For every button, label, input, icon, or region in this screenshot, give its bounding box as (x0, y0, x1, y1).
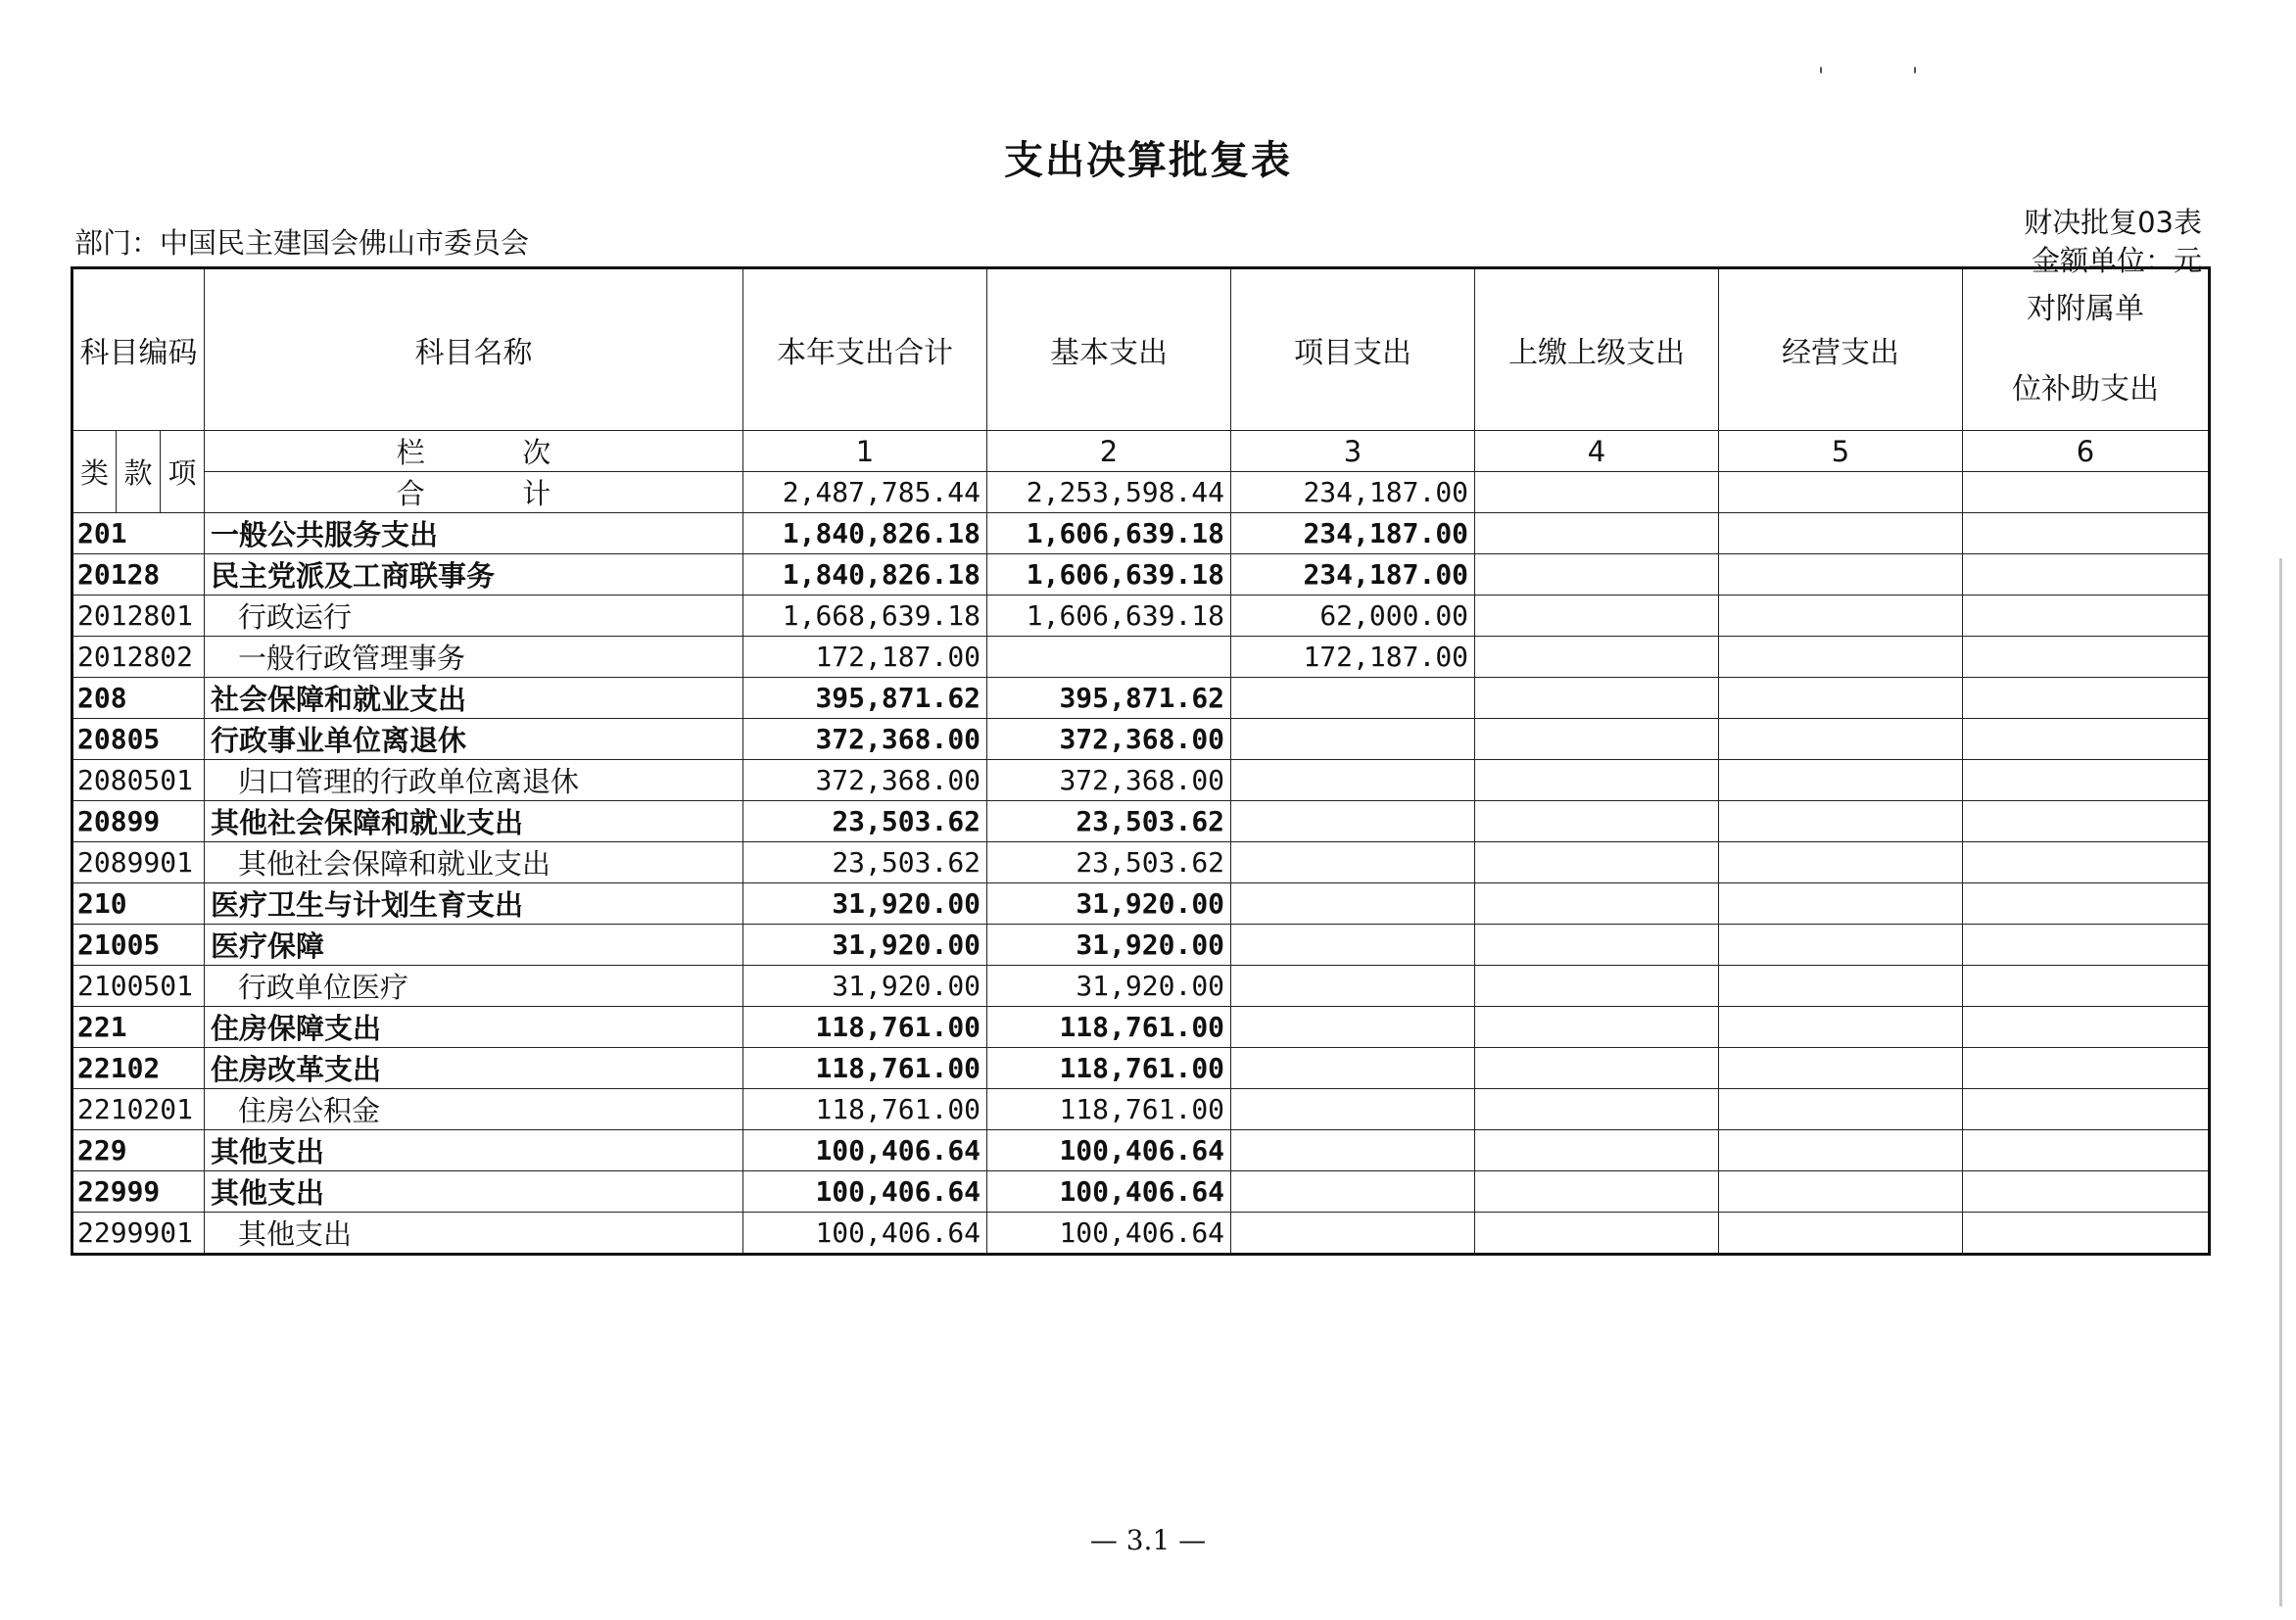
row-name: 其他支出 (205, 1171, 743, 1213)
empty-cell (1963, 966, 2210, 1007)
empty-cell (1719, 1213, 1963, 1255)
table-row (72, 1213, 2210, 1255)
empty-cell (1963, 1089, 2210, 1130)
empty-cell (1963, 1007, 2210, 1048)
empty-cell (1475, 719, 1719, 760)
empty-cell (1475, 842, 1719, 883)
row-basic: 1,606,639.18 (987, 596, 1231, 637)
empty-cell (1719, 760, 1963, 801)
table-row (72, 678, 2210, 719)
empty-cell (1719, 1171, 1963, 1213)
row-project (1231, 1007, 1475, 1048)
sub-header-lei: 类 (72, 431, 117, 513)
row-name: 行政事业单位离退休 (205, 719, 743, 760)
index-cell: 5 (1719, 431, 1963, 472)
empty-cell (1719, 472, 1963, 513)
scan-edge-line (2279, 558, 2282, 1606)
row-basic: 23,503.62 (987, 842, 1231, 883)
empty-cell (1719, 719, 1963, 760)
row-basic: 372,368.00 (987, 719, 1231, 760)
index-cell: 6 (1963, 431, 2210, 472)
row-total: 118,761.00 (743, 1007, 987, 1048)
empty-cell (1719, 925, 1963, 966)
row-project (1231, 760, 1475, 801)
currency-unit: 金额单位：元 (2031, 244, 2202, 277)
empty-cell (1963, 1130, 2210, 1171)
page-number: — 3.1 — (1089, 1524, 1207, 1556)
row-project (1231, 883, 1475, 925)
table-row (72, 760, 2210, 801)
empty-cell (1475, 678, 1719, 719)
row-name: 住房保障支出 (205, 1007, 743, 1048)
empty-cell (1719, 842, 1963, 883)
row-code: 2210201 (72, 1089, 205, 1130)
total-label (205, 472, 743, 513)
table-row (72, 637, 2210, 678)
row-code: 20805 (72, 719, 205, 760)
row-total: 100,406.64 (743, 1213, 987, 1255)
row-total: 118,761.00 (743, 1048, 987, 1089)
empty-cell (1963, 596, 2210, 637)
row-name: 其他社会保障和就业支出 (205, 801, 743, 842)
header-business: 经营支出 (1719, 268, 1963, 431)
row-total: 100,406.64 (743, 1171, 987, 1213)
empty-cell (1719, 596, 1963, 637)
row-basic: 100,406.64 (987, 1213, 1231, 1255)
row-name: 社会保障和就业支出 (205, 678, 743, 719)
empty-cell (1963, 1213, 2210, 1255)
empty-cell (1963, 842, 2210, 883)
empty-cell (1475, 801, 1719, 842)
row-name: 行政运行 (205, 596, 743, 637)
row-name: 一般行政管理事务 (205, 637, 743, 678)
row-total: 31,920.00 (743, 883, 987, 925)
row-code: 201 (72, 513, 205, 554)
row-code: 20128 (72, 554, 205, 596)
row-basic: 100,406.64 (987, 1130, 1231, 1171)
scan-mark: ' (1912, 65, 1919, 89)
table-row (72, 1048, 2210, 1089)
empty-cell (1963, 637, 2210, 678)
empty-cell (1475, 472, 1719, 513)
empty-cell (1719, 1130, 1963, 1171)
index-cell: 4 (1475, 431, 1719, 472)
table-row (72, 801, 2210, 842)
row-total: 23,503.62 (743, 801, 987, 842)
row-project: 172,187.00 (1231, 637, 1475, 678)
index-label-a: 栏 (396, 436, 425, 469)
empty-cell (1963, 883, 2210, 925)
row-total: 31,920.00 (743, 925, 987, 966)
row-basic (987, 637, 1231, 678)
empty-cell (1963, 472, 2210, 513)
row-code: 22999 (72, 1171, 205, 1213)
row-name: 其他支出 (205, 1213, 743, 1255)
row-basic: 23,503.62 (987, 801, 1231, 842)
table-row (72, 842, 2210, 883)
index-row (72, 431, 2210, 472)
empty-cell (1475, 1130, 1719, 1171)
empty-cell (1475, 1213, 1719, 1255)
row-basic: 31,920.00 (987, 966, 1231, 1007)
row-basic: 100,406.64 (987, 1171, 1231, 1213)
row-name: 行政单位医疗 (205, 966, 743, 1007)
row-total: 372,368.00 (743, 760, 987, 801)
row-code: 2080501 (72, 760, 205, 801)
empty-cell (1475, 637, 1719, 678)
empty-cell (1963, 678, 2210, 719)
scan-mark: ' (1818, 65, 1825, 89)
table-row (72, 719, 2210, 760)
index-cell: 1 (743, 431, 987, 472)
row-project (1231, 1171, 1475, 1213)
empty-cell (1963, 1171, 2210, 1213)
row-project (1231, 1130, 1475, 1171)
header-row (72, 268, 2210, 431)
row-basic: 1,606,639.18 (987, 513, 1231, 554)
empty-cell (1719, 637, 1963, 678)
empty-cell (1475, 1048, 1719, 1089)
row-code: 2299901 (72, 1213, 205, 1255)
row-total: 1,840,826.18 (743, 513, 987, 554)
empty-cell (1719, 966, 1963, 1007)
empty-cell (1475, 554, 1719, 596)
header-subsidy-line1: 对附属单 (2027, 292, 2145, 326)
empty-cell (1475, 925, 1719, 966)
row-name: 医疗卫生与计划生育支出 (205, 883, 743, 925)
total-row (72, 472, 2210, 513)
empty-cell (1719, 678, 1963, 719)
row-project (1231, 719, 1475, 760)
empty-cell (1475, 596, 1719, 637)
table-row (72, 1130, 2210, 1171)
index-cell: 2 (987, 431, 1231, 472)
row-code: 221 (72, 1007, 205, 1048)
table-row (72, 513, 2210, 554)
header-code: 科目编码 (72, 268, 205, 431)
row-name: 其他支出 (205, 1130, 743, 1171)
row-code: 2100501 (72, 966, 205, 1007)
empty-cell (1719, 554, 1963, 596)
total-basic: 2,253,598.44 (987, 472, 1231, 513)
row-code: 2012802 (72, 637, 205, 678)
row-code: 21005 (72, 925, 205, 966)
table-row (72, 554, 2210, 596)
sub-header-kuan: 款 (117, 431, 161, 513)
row-basic: 118,761.00 (987, 1089, 1231, 1130)
table-row (72, 966, 2210, 1007)
header-subsidy-line2: 位补助支出 (2012, 372, 2160, 406)
row-basic: 118,761.00 (987, 1007, 1231, 1048)
row-project: 234,187.00 (1231, 513, 1475, 554)
empty-cell (1719, 1048, 1963, 1089)
header-project: 项目支出 (1231, 268, 1475, 431)
row-code: 210 (72, 883, 205, 925)
index-cell: 3 (1231, 431, 1475, 472)
empty-cell (1475, 966, 1719, 1007)
header-upper: 上缴上级支出 (1475, 268, 1719, 431)
row-name: 民主党派及工商联事务 (205, 554, 743, 596)
header-name: 科目名称 (205, 268, 743, 431)
form-number: 财决批复03表 (2024, 206, 2202, 239)
empty-cell (1475, 883, 1719, 925)
row-total: 23,503.62 (743, 842, 987, 883)
row-project (1231, 1213, 1475, 1255)
row-total: 395,871.62 (743, 678, 987, 719)
row-code: 208 (72, 678, 205, 719)
row-code: 2012801 (72, 596, 205, 637)
table-row (72, 883, 2210, 925)
row-total: 372,368.00 (743, 719, 987, 760)
row-project (1231, 1089, 1475, 1130)
total-label-a: 合 (396, 477, 425, 510)
total-project: 234,187.00 (1231, 472, 1475, 513)
row-project: 234,187.00 (1231, 554, 1475, 596)
empty-cell (1719, 883, 1963, 925)
row-code: 22102 (72, 1048, 205, 1089)
empty-cell (1719, 513, 1963, 554)
page-title: 支出决算批复表 (1004, 138, 1292, 183)
row-total: 100,406.64 (743, 1130, 987, 1171)
row-code: 229 (72, 1130, 205, 1171)
row-basic: 31,920.00 (987, 883, 1231, 925)
table-row (72, 1171, 2210, 1213)
row-total: 1,668,639.18 (743, 596, 987, 637)
empty-cell (1963, 925, 2210, 966)
row-project: 62,000.00 (1231, 596, 1475, 637)
empty-cell (1475, 1171, 1719, 1213)
row-code: 2089901 (72, 842, 205, 883)
row-basic: 395,871.62 (987, 678, 1231, 719)
empty-cell (1475, 760, 1719, 801)
row-code: 20899 (72, 801, 205, 842)
total-label-b: 计 (522, 477, 551, 510)
row-name: 医疗保障 (205, 925, 743, 966)
row-project (1231, 966, 1475, 1007)
header-total: 本年支出合计 (743, 268, 987, 431)
table-row (72, 1089, 2210, 1130)
expenditure-table (71, 266, 2211, 1256)
row-basic: 372,368.00 (987, 760, 1231, 801)
empty-cell (1475, 1089, 1719, 1130)
row-name: 其他社会保障和就业支出 (205, 842, 743, 883)
index-label-b: 次 (522, 436, 551, 469)
row-basic: 118,761.00 (987, 1048, 1231, 1089)
row-project (1231, 925, 1475, 966)
row-name: 归口管理的行政单位离退休 (205, 760, 743, 801)
table-row (72, 1007, 2210, 1048)
row-total: 1,840,826.18 (743, 554, 987, 596)
row-name: 住房公积金 (205, 1089, 743, 1130)
table-row (72, 596, 2210, 637)
row-project (1231, 801, 1475, 842)
row-total: 172,187.00 (743, 637, 987, 678)
empty-cell (1963, 801, 2210, 842)
empty-cell (1963, 554, 2210, 596)
header-basic: 基本支出 (987, 268, 1231, 431)
department-label: 部门：中国民主建国会佛山市委员会 (74, 226, 530, 260)
total-sum: 2,487,785.44 (743, 472, 987, 513)
empty-cell (1963, 760, 2210, 801)
empty-cell (1963, 719, 2210, 760)
row-basic: 1,606,639.18 (987, 554, 1231, 596)
row-basic: 31,920.00 (987, 925, 1231, 966)
empty-cell (1963, 513, 2210, 554)
row-total: 118,761.00 (743, 1089, 987, 1130)
empty-cell (1475, 513, 1719, 554)
sub-header-xiang: 项 (161, 431, 205, 513)
empty-cell (1719, 1089, 1963, 1130)
row-project (1231, 842, 1475, 883)
index-label (205, 431, 743, 472)
header-subsidy (1963, 268, 2210, 431)
table-row (72, 925, 2210, 966)
row-name: 住房改革支出 (205, 1048, 743, 1089)
empty-cell (1963, 1048, 2210, 1089)
empty-cell (1475, 1007, 1719, 1048)
row-project (1231, 1048, 1475, 1089)
empty-cell (1719, 801, 1963, 842)
row-name: 一般公共服务支出 (205, 513, 743, 554)
row-project (1231, 678, 1475, 719)
row-total: 31,920.00 (743, 966, 987, 1007)
empty-cell (1719, 1007, 1963, 1048)
